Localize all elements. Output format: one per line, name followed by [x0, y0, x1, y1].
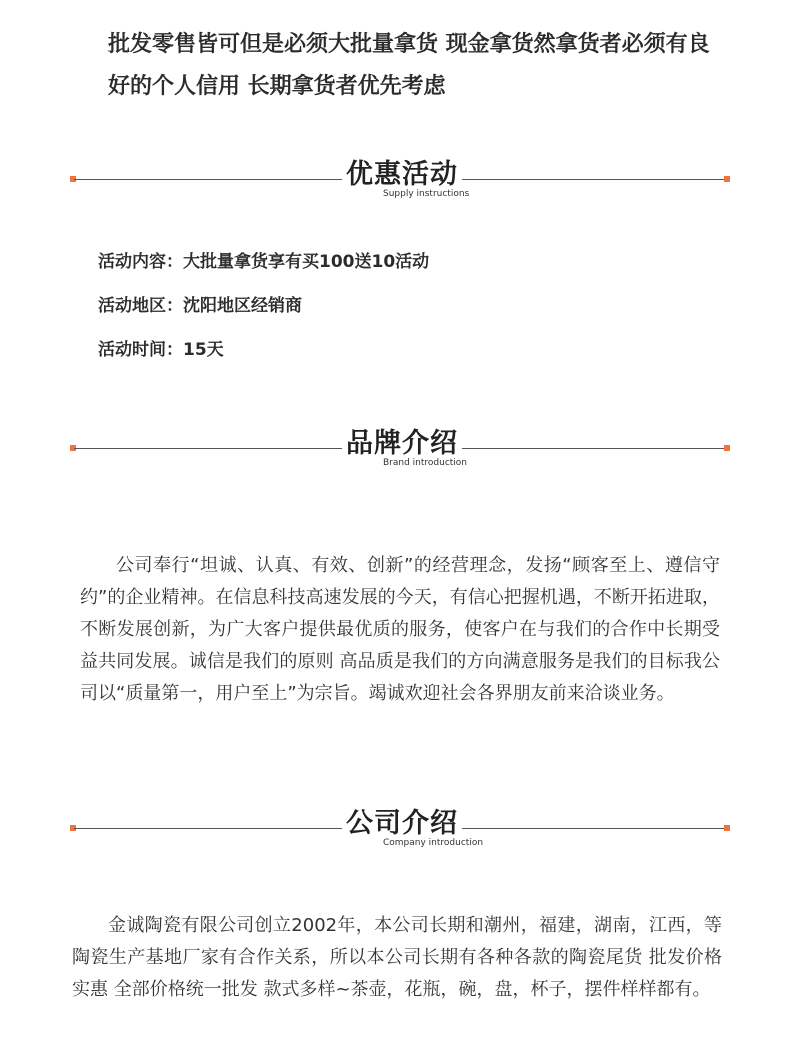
section-title: 优惠活动: [346, 159, 458, 190]
section-title-block: [346, 158, 470, 204]
company-section-header: [70, 807, 734, 853]
brand-introduction-text: 公司奉行“坦诚、认真、有效、创新”的经营理念，发扬“顾客至上、遵信守约”的企业精神。在信息科技高速发展的今天，有信心把握机遇，不断开拓进取，不断发展创新，为广大客户提供最优质的服务，使客户在与我们的合作中长期受益共同发展。诚信是我们的原则 高品质是我们的方向满意服务是我们的目标我公司以“质量第一，用户至上”为宗旨。竭诚欢迎社会各界朋友前来洽谈业务。: [80, 555, 720, 704]
promotion-content-item: 活动内容：大批量拿货享有买100送10活动: [98, 252, 430, 272]
divider-dot-right: [724, 176, 730, 182]
divider-line-left: [74, 179, 342, 180]
section-subtitle: Supply instructions: [383, 189, 470, 199]
promotion-region-item: 活动地区：沈阳地区经销商: [98, 296, 302, 316]
brand-section-header: [70, 427, 734, 473]
section-subtitle: Brand introduction: [383, 458, 468, 468]
section-title: 公司介绍: [346, 808, 458, 839]
section-title-block: [346, 807, 484, 853]
intro-text: 批发零售皆可但是必须大批量拿货 现金拿货然拿货者必须有良好的个人信用 长期拿货者优先考虑: [108, 32, 710, 99]
company-introduction-text: 金诚陶瓷有限公司创立2002年，本公司长期和潮州，福建，湖南，江西，等陶瓷生产基地厂家有合作关系，所以本公司长期有各种各款的陶瓷尾货 批发价格实惠 全部价格统一批发 款式多样~茶壶，花瓶，碗，盘，杯子，摆件样样都有。: [72, 915, 722, 1000]
promotion-info-list: [98, 240, 429, 372]
section-title: 品牌介绍: [346, 428, 458, 459]
divider-line-left: [74, 828, 342, 829]
divider-line-right: [462, 828, 726, 829]
divider-line-left: [74, 448, 342, 449]
promotion-section-header: [70, 158, 734, 204]
section-title-block: [346, 427, 468, 473]
divider-line-right: [462, 179, 726, 180]
divider-dot-right: [724, 445, 730, 451]
divider-dot-right: [724, 825, 730, 831]
divider-line-right: [462, 448, 726, 449]
promotion-duration-item: 活动时间：15天: [98, 340, 224, 360]
section-subtitle: Company introduction: [383, 838, 484, 848]
